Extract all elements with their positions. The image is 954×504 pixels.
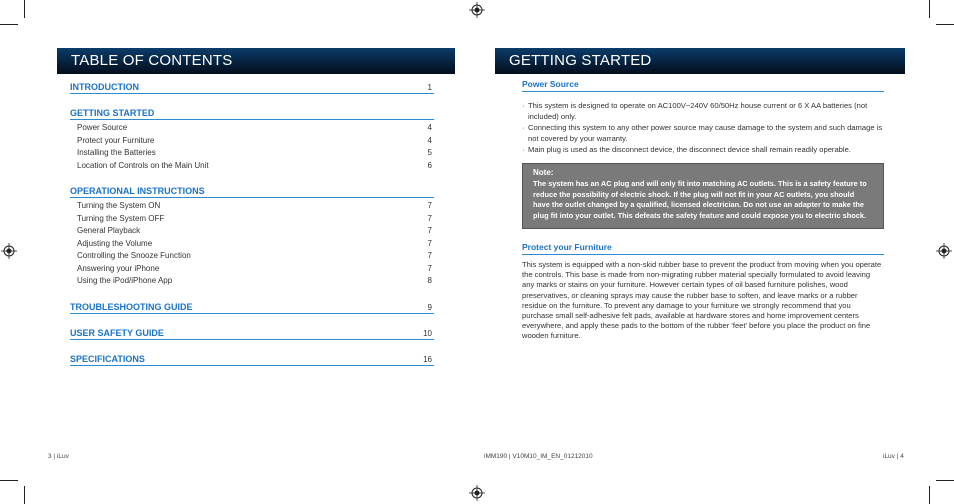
toc-item-page: 5	[427, 148, 432, 157]
bullet-mark: ·	[522, 101, 525, 110]
toc-item-title: Adjusting the Volume	[77, 238, 153, 248]
bullet-mark: ·	[522, 123, 525, 132]
toc-section-page: 1	[427, 83, 432, 92]
crop-mark	[0, 480, 18, 481]
toc-item-title: Protect your Furniture	[77, 135, 155, 145]
crop-mark	[24, 486, 25, 504]
toc-section[interactable]	[70, 324, 434, 340]
toc-item-title: Turning the System ON	[77, 201, 161, 210]
toc-section-title: SPECIFICATIONS	[70, 353, 145, 364]
toc-item-title: Answering your iPhone	[77, 263, 160, 273]
toc-item-page: 7	[427, 263, 432, 273]
crop-mark	[936, 480, 954, 481]
bullet-mark: ·	[522, 145, 525, 154]
toc-item-page: 8	[427, 276, 432, 285]
toc-header: TABLE OF CONTENTS	[57, 48, 455, 74]
crop-mark	[0, 24, 18, 25]
note-box	[522, 163, 884, 229]
toc-item[interactable]	[70, 275, 434, 288]
toc-item-page: 7	[427, 213, 432, 223]
toc-item[interactable]	[70, 250, 434, 263]
toc-item-title: Location of Controls on the Main Unit	[77, 160, 209, 170]
right-page-footer: iLuv | 4	[883, 453, 904, 460]
toc-section-page: 16	[423, 354, 432, 364]
toc-item[interactable]	[70, 147, 434, 160]
toc-item-page: 4	[427, 135, 432, 145]
toc-item-title: General Playback	[77, 226, 141, 235]
power-source-bullet	[522, 100, 884, 122]
toc-section-title: GETTING STARTED	[70, 108, 155, 118]
toc-item-title: Installing the Batteries	[77, 148, 156, 157]
toc-section-title: INTRODUCTION	[70, 82, 139, 92]
toc-section-title: OPERATIONAL INSTRUCTIONS	[70, 186, 205, 196]
toc-item-page: 7	[427, 226, 432, 235]
left-page-footer: 3 | iLuv	[48, 453, 69, 460]
toc-section[interactable]	[70, 104, 434, 120]
toc-section[interactable]	[70, 182, 434, 198]
power-source-heading: Power Source	[522, 78, 884, 92]
protect-furniture-text: This system is equipped with a non-skid rubber base to prevent the product from moving when you operate the controls. This base is made from non-migrating rubber material specially formulated to avoid leaving any marks or stains on your furniture. However certain types of oil based furniture polishes, wood preservatives, or cleaning sprays may cause the rubber base to soften, and leave marks or a rubber residue on the furniture. To prevent any damage to your furniture we strongly recommend that you purchase small self-adhesive felt pads, available at hardware stores and home improvement centers everywhere, and apply these pads to the bottom of the rubber 'feet' before you place the product on fine wooden furniture.	[522, 260, 882, 341]
toc-item-page: 7	[427, 251, 432, 260]
toc-item[interactable]	[70, 213, 434, 226]
bullet-text: This system is designed to operate on AC100V~240V 60/50Hz house current or 6 X AA batteries (not included) only.	[528, 101, 868, 121]
power-source-bullet	[522, 122, 884, 144]
registration-mark-icon	[469, 2, 485, 18]
getting-started-header: GETTING STARTED	[495, 48, 905, 74]
toc-section[interactable]	[70, 298, 434, 314]
toc-item[interactable]	[70, 225, 434, 238]
toc-item-page: 4	[427, 123, 432, 132]
bullet-text: Main plug is used as the disconnect device, the disconnect device shall remain readily operable.	[528, 145, 851, 154]
power-source-list	[522, 100, 884, 155]
note-title: Note:	[533, 168, 554, 177]
toc-item[interactable]	[70, 263, 434, 276]
power-source-bullet	[522, 144, 884, 155]
toc-item-title: Controlling the Snooze Function	[77, 251, 191, 260]
toc-section-page: 9	[427, 302, 432, 312]
toc-section-title: TROUBLESHOOTING GUIDE	[70, 301, 193, 312]
bullet-text: Connecting this system to any other power source may cause damage to the system and such damage is not covered by your warranty.	[528, 123, 883, 143]
toc-item-page: 7	[427, 201, 432, 210]
toc-item-title: Using the iPod/iPhone App	[77, 276, 173, 285]
center-footer: iMM190 | V10M10_IM_EN_01212010	[484, 453, 593, 460]
crop-mark	[929, 0, 930, 18]
toc-item[interactable]	[70, 135, 434, 148]
getting-started-content	[522, 78, 884, 342]
registration-mark-icon	[936, 243, 952, 259]
crop-mark	[24, 0, 25, 18]
protect-furniture-heading: Protect your Furniture	[522, 241, 884, 255]
toc-item-page: 7	[427, 238, 432, 248]
table-of-contents	[70, 78, 434, 366]
registration-mark-icon	[469, 485, 485, 501]
crop-mark	[929, 486, 930, 504]
note-text: The system has an AC plug and will only fit into matching AC outlets. This is a safety feature to reduce the possibility of electric shock. If the plug will not fit in your AC outlets, you should have the outlet changed by a qualified, licensed electrician. Do not use an adapter to make the plug fit into your outlet. This defeats the safety feature and could expose you to electric shock.	[533, 179, 867, 220]
toc-item-page: 6	[427, 160, 432, 170]
toc-section[interactable]	[70, 350, 434, 366]
toc-section-title: USER SAFETY GUIDE	[70, 327, 164, 338]
toc-item[interactable]	[70, 200, 434, 213]
toc-item-title: Turning the System OFF	[77, 213, 165, 223]
toc-item[interactable]	[70, 238, 434, 251]
toc-section-page: 10	[423, 328, 432, 338]
registration-mark-icon	[1, 243, 17, 259]
toc-item-title: Power Source	[77, 123, 128, 132]
toc-item[interactable]	[70, 160, 434, 173]
toc-item[interactable]	[70, 122, 434, 135]
crop-mark	[936, 24, 954, 25]
toc-section[interactable]	[70, 78, 434, 94]
